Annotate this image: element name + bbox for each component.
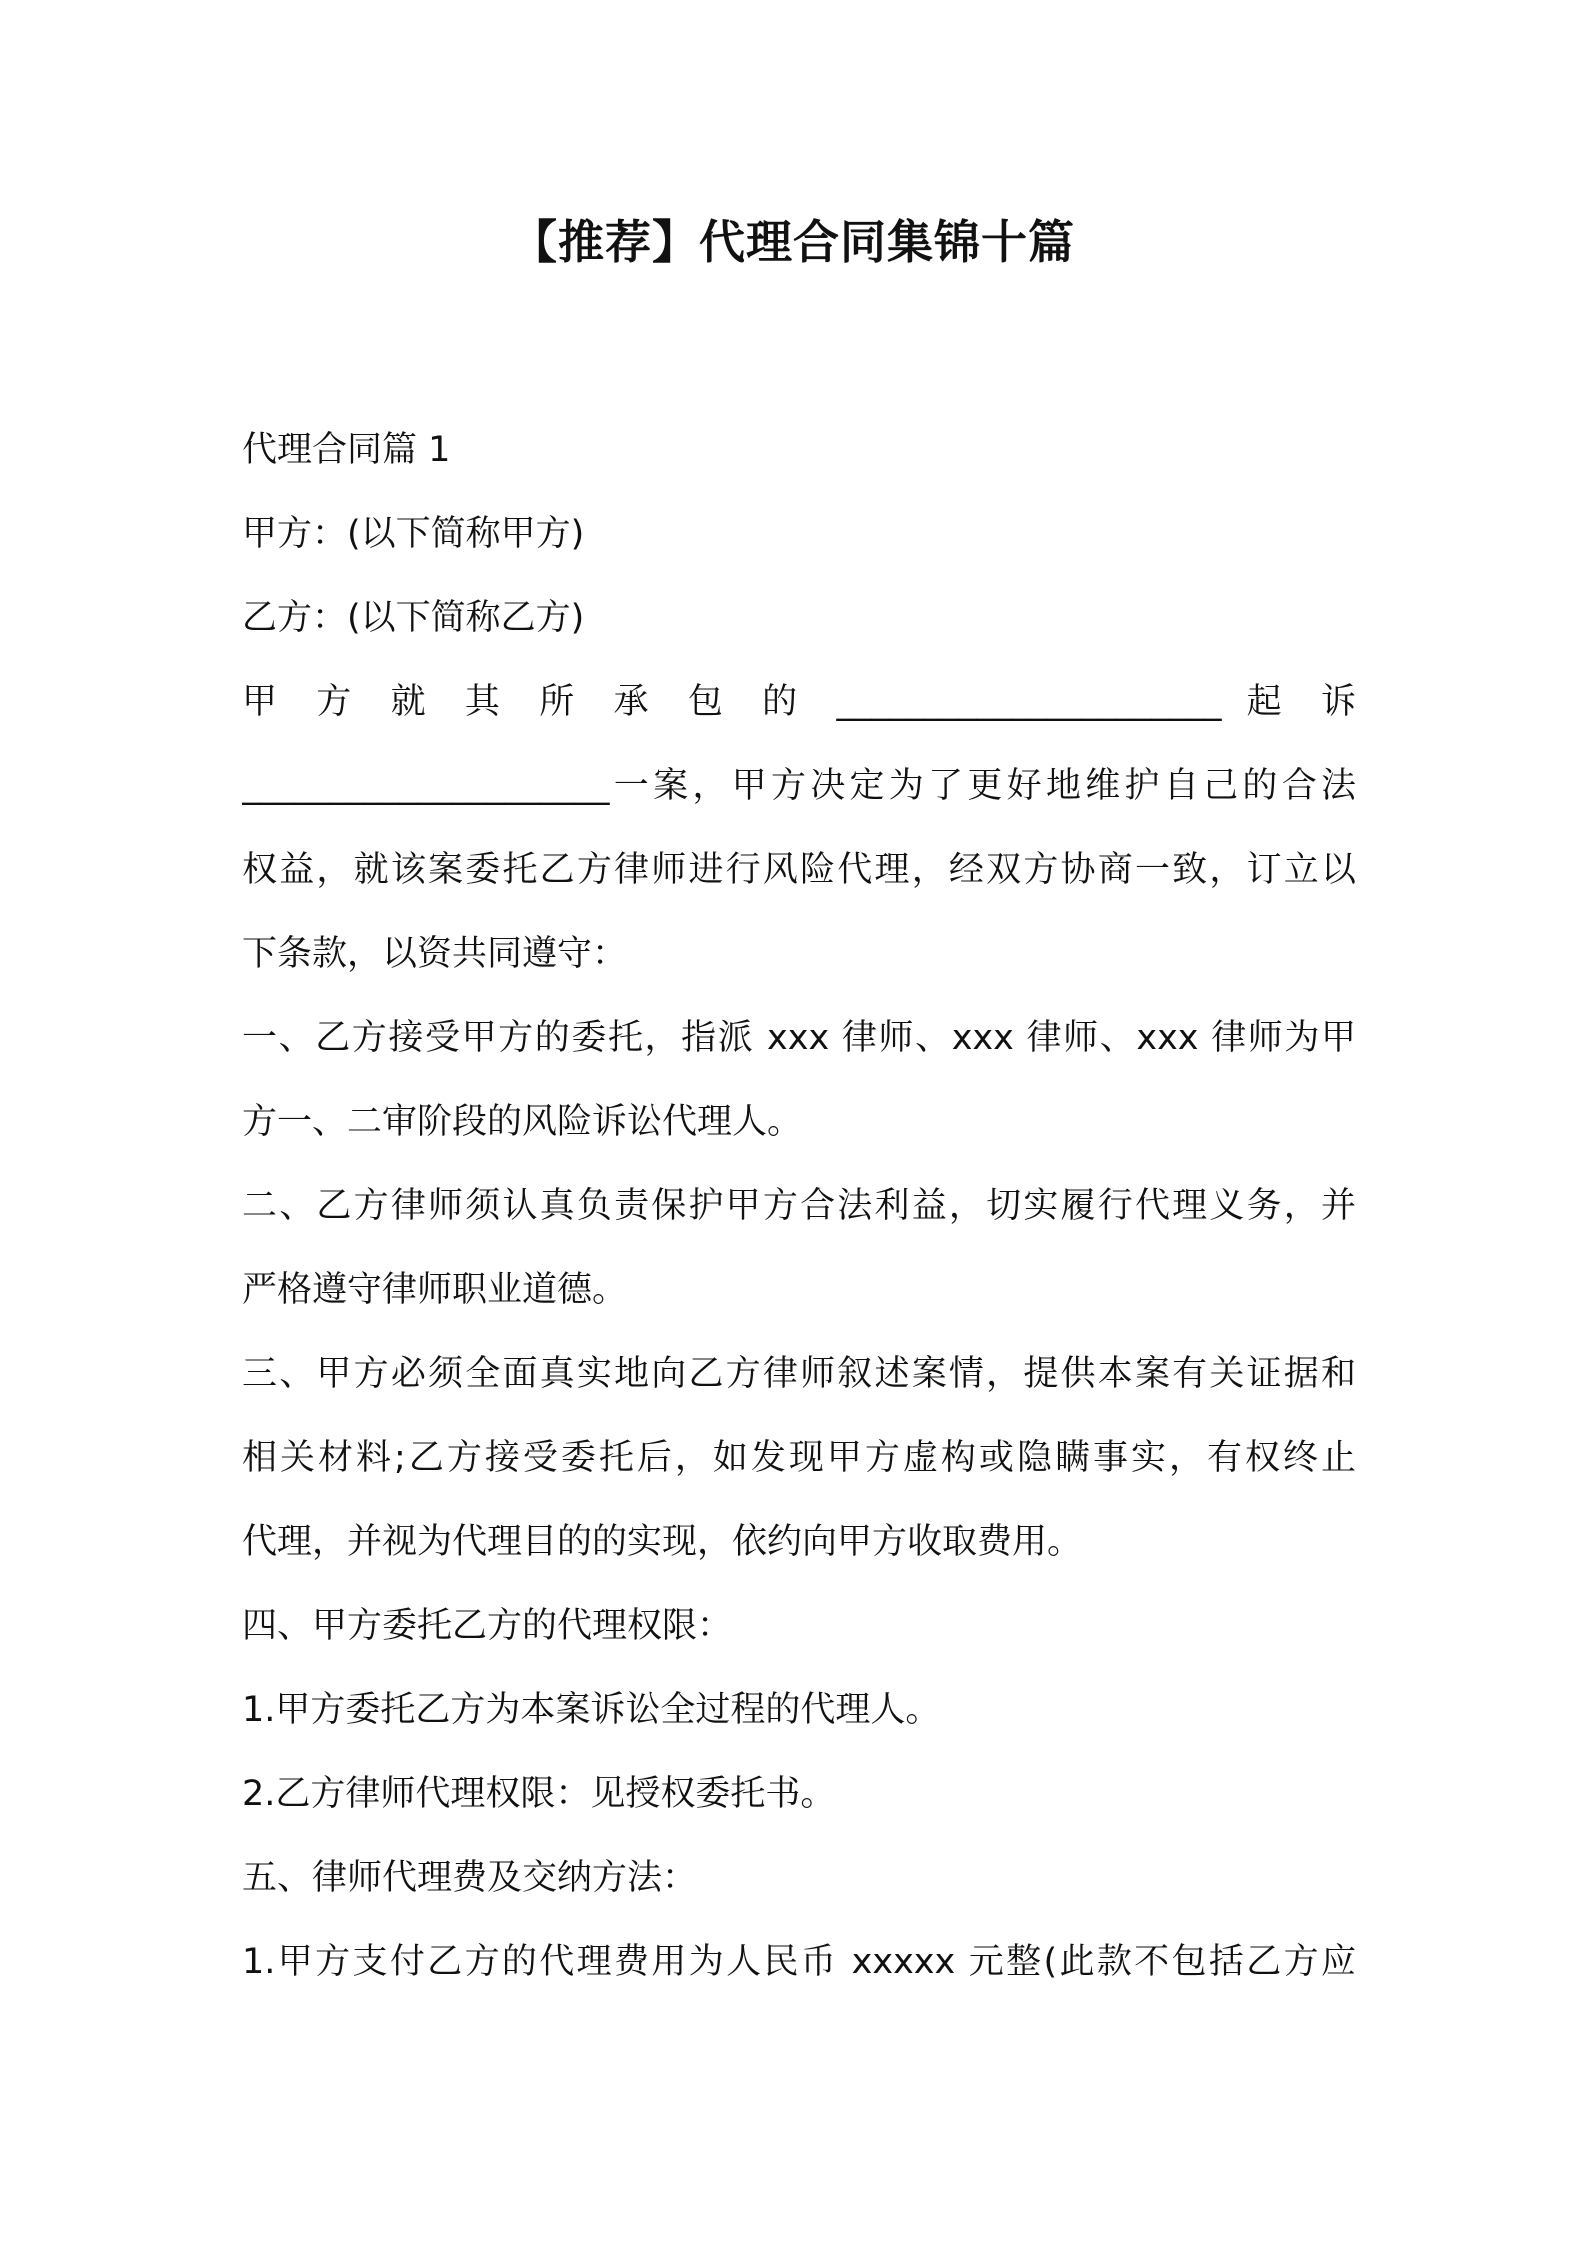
clause-line: 二、乙方律师须认真负责保护甲方合法利益，切实履行代理义务，并 [242,1186,1356,1226]
clause-line: 一、乙方接受甲方的委托，指派 xxx 律师、xxx 律师、xxx 律师为甲 [242,1018,1356,1058]
clause-line: 四、甲方委托乙方的代理权限： [242,1606,733,1646]
clause-line: 相关材料;乙方接受委托后，如发现甲方虚构或隐瞒事实，有权终止 [242,1438,1356,1478]
document-title: 【推荐】代理合同集锦十篇 [511,215,1075,269]
clause-line: 方一、二审阶段的风险诉讼代理人。 [242,1102,803,1142]
paragraph-line: _____________________一案，甲方决定为了更好地维护自己的合法 [242,766,1356,806]
clause-line: 三、甲方必须全面真实地向乙方律师叙述案情，提供本案有关证据和 [242,1354,1356,1394]
clause-line: 1.甲方委托乙方为本案诉讼全过程的代理人。 [242,1690,941,1730]
document-body [242,408,1356,2004]
clause-line: 五、律师代理费及交纳方法： [242,1858,698,1898]
party-b-line: 乙方：(以下简称乙方) [242,598,585,638]
paragraph-line: 权益，就该案委托乙方律师进行风险代理，经双方协商一致，订立以 [242,850,1356,890]
paragraph-line: 下条款，以资共同遵守： [242,934,628,974]
section-heading: 代理合同篇 1 [242,430,451,470]
paragraph-line: 甲 方 就 其 所 承 包 的 ______________________ 起 诉 [242,682,1356,722]
clause-line: 代理，并视为代理目的的实现，依约向甲方收取费用。 [242,1522,1083,1562]
party-a-line: 甲方：(以下简称甲方) [242,514,585,554]
clause-line: 1.甲方支付乙方的代理费用为人民币 xxxxx 元整(此款不包括乙方应 [242,1942,1356,1982]
clause-line: 2.乙方律师代理权限：见授权委托书。 [242,1774,836,1814]
clause-line: 严格遵守律师职业道德。 [242,1270,628,1310]
